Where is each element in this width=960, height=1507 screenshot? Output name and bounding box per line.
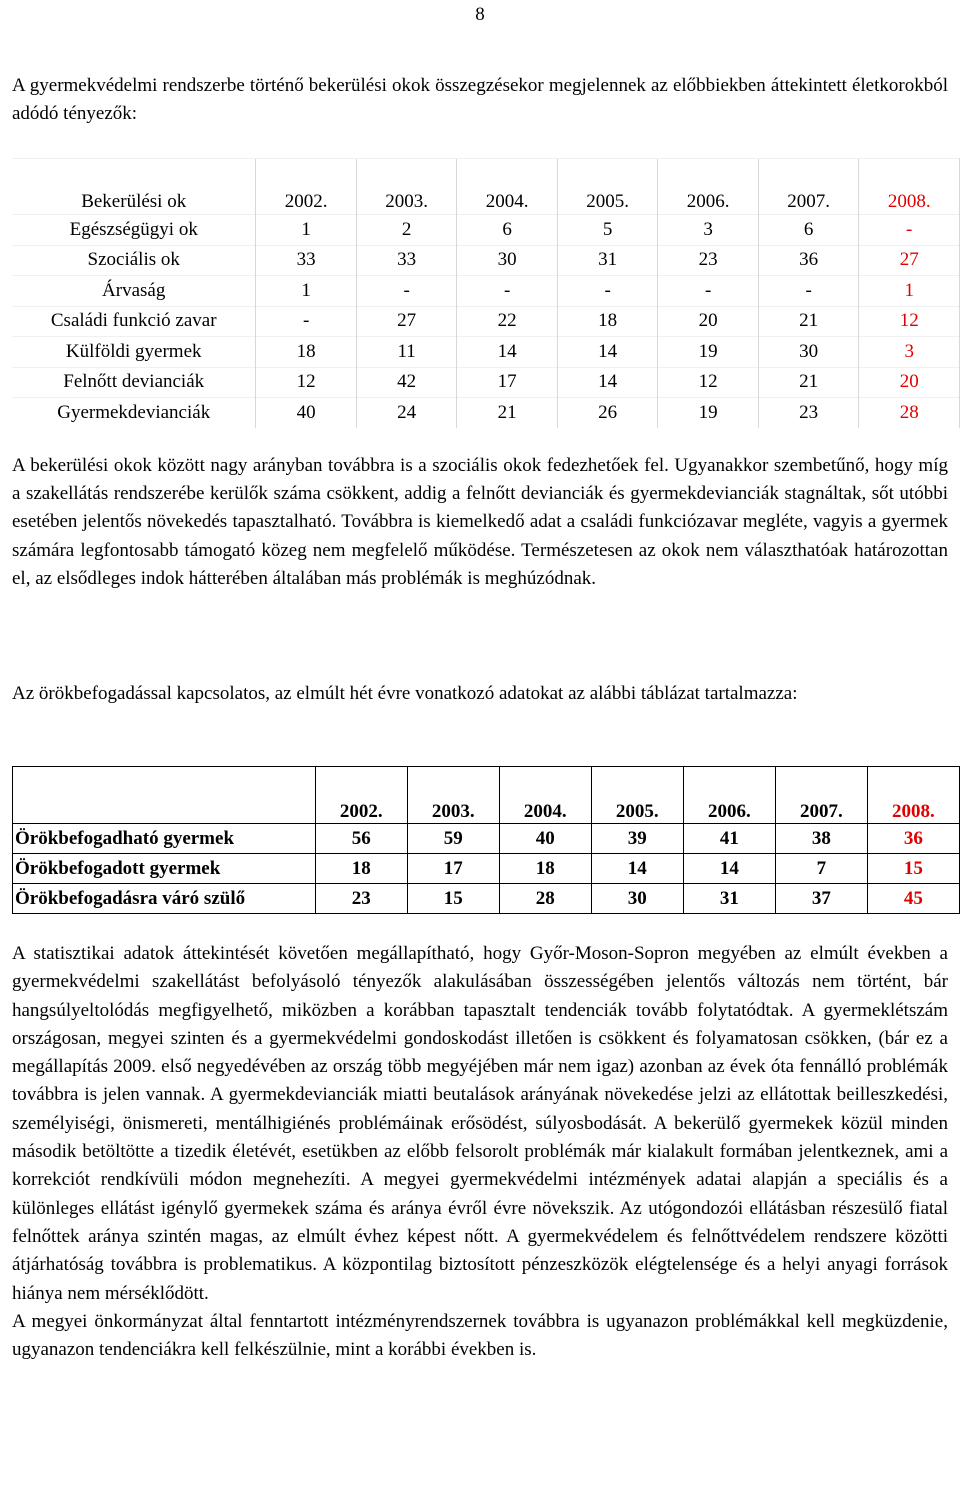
value-cell: - bbox=[557, 276, 658, 307]
value-cell: 12 bbox=[256, 367, 357, 398]
table-header-row bbox=[13, 767, 960, 824]
value-cell: 36 bbox=[758, 245, 859, 276]
table-row bbox=[12, 337, 960, 368]
header-year-cell: 2002. bbox=[315, 767, 407, 824]
value-cell: 14 bbox=[557, 367, 658, 398]
value-cell: 59 bbox=[407, 824, 499, 854]
admission-reasons-table bbox=[12, 158, 960, 428]
row-label-cell: Szociális ok bbox=[12, 245, 256, 276]
value-cell: 33 bbox=[256, 245, 357, 276]
value-cell: 12 bbox=[658, 367, 759, 398]
summary-text: A statisztikai adatok áttekintését követően megállapítható, hogy Győr-Moson-Sopron megyében az elmúlt években a gyermekvédelmi szakellátást befolyásoló tényezők alakulásában összességében jelentős változás nem történt, bár hangsúlyeltolódás megfigyelhető, miközben a korábban tapasztalt tendenciák tovább folytatódtak. A gyermeklétszám országosan, megyei szinten és a gyermekvédelmi gondoskodást illetően is csökkent és folyamatosan csökken, (bár ez a megállapítás 2009. első negyedévében az ország több megyéjében már nem igaz) azonban az évek óta fennálló problémák továbbra is jelen vannak. A gyermekdevianciák miatti beutalások arányának növekedése jelzi az ellátottak beilleszkedési, személyiségi, önismereti, mentálhigiénés problémáinak erősödést, súlyosbodását. A bekerülő gyermekek közül minden második betöltötte a tizedik életévét, esetükben az előbb felsorolt problémák már kialakult formában jelentkeznek, ami a korrekciót rendkívüli módon megnehezíti. A megyei gyermekvédelmi intézmények adatai alapján a speciális és a különleges ellátást igénylő gyermekek száma és aránya évről évre növekszik. Az utógondozói ellátásban részesülő fiatal felnőttek aránya szintén magas, az elmúlt évhez képest nőtt. A gyermekvédelem és felnőttvédelem rendszere közötti átjárhatóság továbbra is problematikus. A központilag biztosított pénzeszközök elégtelensége és a helyi anyagi források hiánya nem mérséklődött. bbox=[12, 943, 948, 1304]
row-label-cell: Örökbefogadásra váró szülő bbox=[13, 884, 316, 914]
page-number: 8 bbox=[475, 4, 485, 25]
header-year-cell: 2008. bbox=[867, 767, 959, 824]
header-year-cell: 2005. bbox=[557, 159, 658, 215]
row-label-cell: Árvaság bbox=[12, 276, 256, 307]
value-cell: 19 bbox=[658, 398, 759, 428]
value-cell: - bbox=[256, 306, 357, 337]
header-year-cell: 2005. bbox=[591, 767, 683, 824]
value-cell: 23 bbox=[658, 245, 759, 276]
value-cell: 27 bbox=[356, 306, 457, 337]
value-cell: 41 bbox=[683, 824, 775, 854]
header-year-cell: 2008. bbox=[859, 159, 960, 215]
value-cell: - bbox=[457, 276, 558, 307]
value-cell: 1 bbox=[256, 276, 357, 307]
value-cell: - bbox=[658, 276, 759, 307]
value-cell: - bbox=[758, 276, 859, 307]
value-cell: 6 bbox=[457, 215, 558, 246]
value-cell: 26 bbox=[557, 398, 658, 428]
value-cell: - bbox=[859, 215, 960, 246]
row-label-cell: Örökbefogadható gyermek bbox=[13, 824, 316, 854]
value-cell: 22 bbox=[457, 306, 558, 337]
value-cell: 3 bbox=[859, 337, 960, 368]
value-cell: 6 bbox=[758, 215, 859, 246]
value-cell: 11 bbox=[356, 337, 457, 368]
row-label-cell: Felnőtt devianciák bbox=[12, 367, 256, 398]
row-label-cell: Külföldi gyermek bbox=[12, 337, 256, 368]
value-cell: 17 bbox=[457, 367, 558, 398]
value-cell: 21 bbox=[758, 306, 859, 337]
value-cell: 24 bbox=[356, 398, 457, 428]
value-cell: 18 bbox=[315, 854, 407, 884]
row-label-cell: Családi funkció zavar bbox=[12, 306, 256, 337]
value-cell: 56 bbox=[315, 824, 407, 854]
row-label-cell: Gyermekdevianciák bbox=[12, 398, 256, 428]
value-cell: 36 bbox=[867, 824, 959, 854]
value-cell: 14 bbox=[457, 337, 558, 368]
intro-paragraph: A gyermekvédelmi rendszerbe történő bekerülési okok összegzésekor megjelennek az előbbiekben áttekintett életkorokból adódó tényezők: bbox=[12, 75, 948, 124]
header-year-cell: 2006. bbox=[683, 767, 775, 824]
value-cell: 15 bbox=[867, 854, 959, 884]
value-cell: 20 bbox=[859, 367, 960, 398]
header-label-cell bbox=[13, 767, 316, 824]
value-cell: 14 bbox=[683, 854, 775, 884]
value-cell: 31 bbox=[557, 245, 658, 276]
value-cell: 38 bbox=[775, 824, 867, 854]
header-year-cell: 2002. bbox=[256, 159, 357, 215]
value-cell: 28 bbox=[859, 398, 960, 428]
value-cell: 30 bbox=[591, 884, 683, 914]
value-cell: 28 bbox=[499, 884, 591, 914]
header-year-cell: 2004. bbox=[457, 159, 558, 215]
value-cell: 40 bbox=[499, 824, 591, 854]
value-cell: 17 bbox=[407, 854, 499, 884]
value-cell: 39 bbox=[591, 824, 683, 854]
value-cell: 18 bbox=[256, 337, 357, 368]
header-year-cell: 2006. bbox=[658, 159, 759, 215]
table-row bbox=[12, 276, 960, 307]
value-cell: 1 bbox=[859, 276, 960, 307]
table-row bbox=[12, 367, 960, 398]
summary-paragraph bbox=[12, 940, 948, 1364]
value-cell: 14 bbox=[591, 854, 683, 884]
header-label-cell: Bekerülési ok bbox=[12, 159, 256, 215]
value-cell: 40 bbox=[256, 398, 357, 428]
value-cell: 18 bbox=[557, 306, 658, 337]
value-cell: 33 bbox=[356, 245, 457, 276]
value-cell: 21 bbox=[758, 367, 859, 398]
value-cell: 3 bbox=[658, 215, 759, 246]
row-label-cell: Örökbefogadott gyermek bbox=[13, 854, 316, 884]
value-cell: 30 bbox=[758, 337, 859, 368]
table-row bbox=[13, 854, 960, 884]
value-cell: 23 bbox=[758, 398, 859, 428]
value-cell: 20 bbox=[658, 306, 759, 337]
value-cell: 18 bbox=[499, 854, 591, 884]
table-row bbox=[13, 824, 960, 854]
value-cell: 30 bbox=[457, 245, 558, 276]
value-cell: 12 bbox=[859, 306, 960, 337]
value-cell: 7 bbox=[775, 854, 867, 884]
header-year-cell: 2007. bbox=[758, 159, 859, 215]
value-cell: 2 bbox=[356, 215, 457, 246]
header-year-cell: 2003. bbox=[407, 767, 499, 824]
value-cell: 1 bbox=[256, 215, 357, 246]
value-cell: - bbox=[356, 276, 457, 307]
value-cell: 23 bbox=[315, 884, 407, 914]
table-row bbox=[12, 398, 960, 428]
table-row bbox=[12, 245, 960, 276]
value-cell: 42 bbox=[356, 367, 457, 398]
value-cell: 21 bbox=[457, 398, 558, 428]
header-year-cell: 2004. bbox=[499, 767, 591, 824]
value-cell: 31 bbox=[683, 884, 775, 914]
header-year-cell: 2007. bbox=[775, 767, 867, 824]
value-cell: 15 bbox=[407, 884, 499, 914]
value-cell: 27 bbox=[859, 245, 960, 276]
table-row bbox=[12, 215, 960, 246]
table-header-row bbox=[12, 159, 960, 215]
adoption-table bbox=[12, 766, 960, 914]
table-row bbox=[12, 306, 960, 337]
row-label-cell: Egészségügyi ok bbox=[12, 215, 256, 246]
closing-text: A megyei önkormányzat által fenntartott intézményrendszernek továbbra is ugyanazon problémákkal kell megküzdenie, ugyanazon tendenciákra kell felkészülnie, mint a korábbi években is. bbox=[12, 1310, 948, 1361]
header-year-cell: 2003. bbox=[356, 159, 457, 215]
value-cell: 45 bbox=[867, 884, 959, 914]
adoption-intro-paragraph: Az örökbefogadással kapcsolatos, az elmúlt hét évre vonatkozó adatokat az alábbi táblázat tartalmazza: bbox=[12, 683, 798, 704]
value-cell: 19 bbox=[658, 337, 759, 368]
analysis-paragraph: A bekerülési okok között nagy arányban továbbra is a szociális okok fedezhetőek fel. Ugyanakkor szembetűnő, hogy míg a szakellátás rendszerébe kerülők száma csökkent, addig a felnőtt devianciák és gyermekdevianciák stagnáltak, sőt utóbbi esetében jelentős növekedés tapasztalható. Továbbra is kiemelkedő adat a családi funkciózavar megléte, vagyis a gyermek számára legfontosabb támogató közeg nem megfelelő működése. Természetesen az okok nem választhatóak határozottan el, az elsődleges indok hátterében általában más problémák is meghúzódnak. bbox=[12, 455, 948, 589]
value-cell: 5 bbox=[557, 215, 658, 246]
table-row bbox=[13, 884, 960, 914]
value-cell: 14 bbox=[557, 337, 658, 368]
value-cell: 37 bbox=[775, 884, 867, 914]
